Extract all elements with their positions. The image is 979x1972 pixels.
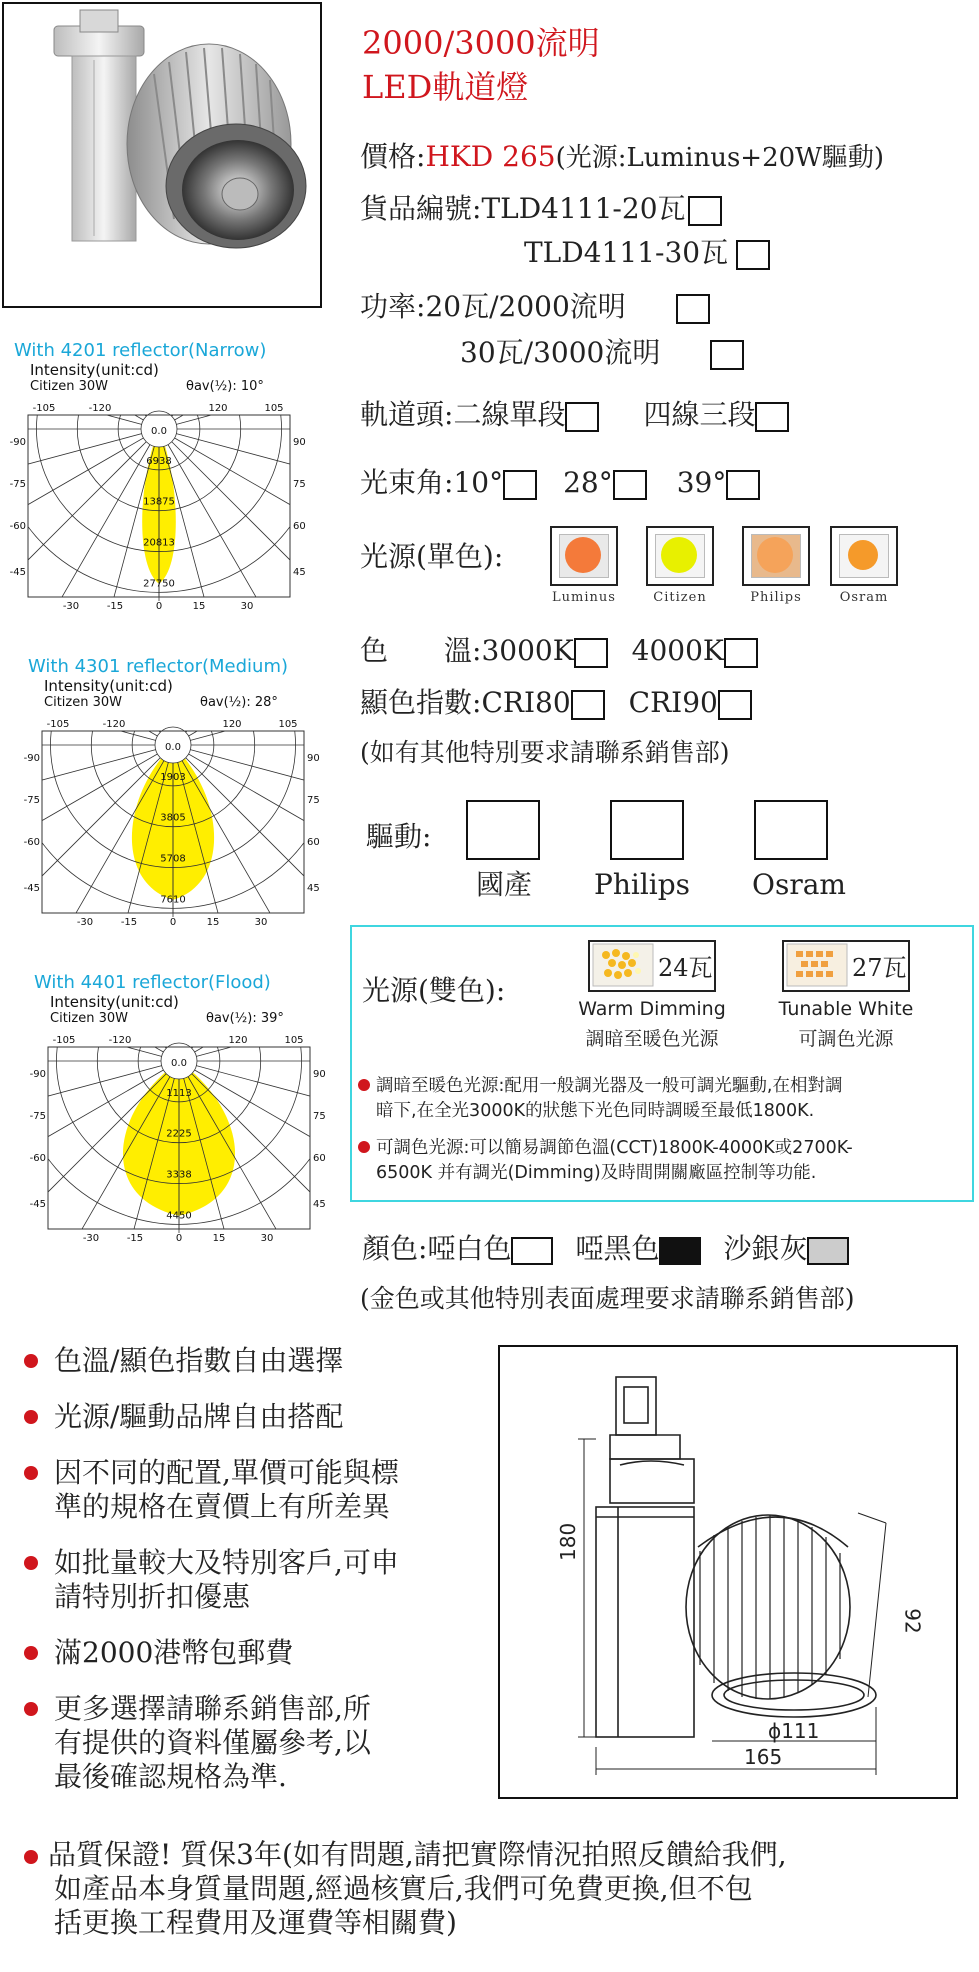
warranty-line-1: 品質保證! 質保3年(如有問題,請把實際情況拍照反饋給我們, [48,1838,787,1871]
dim-height: 180 [556,1522,580,1561]
cob-chip-philips-icon [742,526,810,586]
polar-2-source: Citizen 30W [44,695,122,710]
feature-5-line-1: 滿2000港幣包郵費 [54,1636,294,1669]
polar-side-tick: 60 [293,521,306,532]
led-array-tunable-icon [786,943,848,987]
polar-bottom-tick: -30 [62,601,80,612]
polar-ring-label: 3805 [160,812,186,824]
driver-option-3: Osram [752,868,846,901]
polar-top-tick: 120 [208,403,228,414]
beam-angle-checkbox-2[interactable] [613,470,647,500]
feature-3-line-2: 準的規格在賣價上有所差異 [54,1490,391,1523]
polar-side-tick: 90 [293,437,306,448]
dual-item-2-name-zh: 可調色光源 [798,1028,894,1050]
feature-4-line-1: 如批量較大及特別客戶,可申 [54,1546,399,1579]
polar-1-title: With 4201 reflector(Narrow) [14,340,267,361]
polar-side-tick: -60 [23,837,40,848]
cri-checkbox-2[interactable] [718,690,752,720]
color-temp-label-b: 溫: [444,634,482,667]
polar-bottom-tick: -15 [106,601,124,612]
feature-item [24,1344,484,1378]
polar-2-title: With 4301 reflector(Medium) [28,656,288,677]
dual-note-2 [358,1136,853,1186]
warranty-line-3: 括更換工程費用及運費等相關費) [54,1906,457,1939]
feature-4-line-2: 請特別折扣優惠 [54,1580,251,1613]
driver-checkbox-1[interactable] [466,800,540,860]
polar-3-beam: θav(½): 39° [206,1011,284,1026]
polar-3-source: Citizen 30W [50,1011,128,1026]
features-list [24,1344,484,1794]
polar-top-tick: -120 [88,403,112,414]
beam-angle-checkbox-1[interactable] [503,470,537,500]
cob-chip-citizen-icon [646,526,714,586]
polar-side-tick: -60 [9,521,26,532]
cri-checkbox-1[interactable] [571,690,605,720]
feature-6-line-2: 有提供的資料僅屬參考,以 [54,1726,371,1759]
finish-option-2: 啞黑色 [575,1232,660,1265]
polar-top-tick: -120 [102,719,126,730]
finish-color-label: 顏色: [362,1232,428,1265]
polar-chart-1 [9,340,324,623]
track-head-checkbox-2[interactable] [755,402,789,432]
item-no-checkbox-1[interactable] [688,196,722,226]
brand-label-osram: Osram [839,590,889,605]
cob-chip-luminus-icon [550,526,618,586]
driver-label: 驅動: [366,820,432,853]
polar-ring-label: 13875 [143,496,175,508]
feature-item [24,1456,484,1524]
dual-chip-2-watt: 27瓦 [852,954,907,982]
polar-bottom-tick: -15 [126,1233,144,1244]
polar-center-label: 0.0 [165,742,181,753]
power-row [360,290,710,324]
polar-ring-label: 3338 [166,1169,192,1181]
polar-1-beam: θav(½): 10° [186,379,264,394]
polar-bottom-tick: 30 [240,601,254,612]
polar-2-diagram [23,715,320,935]
bullet-icon [24,1646,38,1660]
item-no-option-2: TLD4111-30瓦 [524,236,729,269]
feature-item [24,1400,484,1434]
bullet-icon [358,1079,370,1091]
polar-ring-label: 1903 [160,771,186,783]
beam-angle-row [360,466,760,500]
polar-bottom-tick: 30 [254,917,268,928]
polar-ring-label: 1113 [166,1087,192,1099]
polar-ring-label: 20813 [143,537,175,549]
polar-side-tick: 60 [307,837,320,848]
driver-checkbox-2[interactable] [610,800,684,860]
color-temp-option-1: 3000K [481,634,574,667]
polar-ring-label: 4450 [166,1210,192,1222]
cri-label: 顯色指數: [360,686,482,719]
track-head-label: 軌道頭: [360,398,454,431]
dual-source-label: 光源(雙色): [362,974,506,1007]
polar-side-tick: 90 [307,753,320,764]
power-checkbox-1[interactable] [676,294,710,324]
brand-label-luminus: Luminus [552,590,616,605]
beam-angle-option-1: 10° [453,466,504,499]
polar-side-tick: 45 [313,1199,326,1210]
bullet-icon [24,1410,38,1424]
finish-option-3: 沙銀灰 [723,1232,808,1265]
title-line-1: 2000/3000流明 [362,24,600,62]
polar-top-tick: -120 [108,1035,132,1046]
item-no-checkbox-2[interactable] [736,240,770,270]
polar-side-tick: 75 [293,479,306,490]
item-no-option-1: TLD4111-20瓦 [481,192,686,225]
polar-side-tick: 75 [307,795,320,806]
polar-top-tick: -105 [52,1035,76,1046]
bullet-icon [24,1354,38,1368]
finish-swatch-white[interactable] [511,1237,553,1265]
polar-bottom-tick: -30 [82,1233,100,1244]
polar-1-diagram [9,399,306,619]
polar-chart-3 [29,972,344,1255]
polar-side-tick: 90 [313,1069,326,1080]
dual-note-1-line2: 暗下,在全光3000K的狀態下光色同時調暖至最低1800K. [376,1101,815,1121]
polar-top-tick: -105 [46,719,70,730]
polar-bottom-tick: 15 [212,1233,226,1244]
brand-label-citizen: Citizen [653,590,707,605]
power-checkbox-2[interactable] [710,340,744,370]
polar-bottom-tick: 15 [206,917,220,928]
polar-center-label: 0.0 [151,426,167,437]
dual-item-1-name-zh: 調暗至暖色光源 [585,1028,719,1050]
polar-bottom-tick: 0 [175,1233,183,1244]
color-temp-option-2: 4000K [631,634,724,667]
single-source-label: 光源(單色): [360,540,504,573]
polar-side-tick: -45 [9,567,26,578]
led-array-warm-icon [592,943,654,987]
polar-side-tick: -90 [9,437,26,448]
polar-bottom-tick: 15 [192,601,206,612]
single-source-brand-3[interactable] [742,526,810,605]
dual-note-2-line1: 可調色光源:可以簡易調節色溫(CCT)1800K-4000K或2700K- [376,1138,853,1158]
single-source-brand-2[interactable] [646,526,714,605]
polar-top-tick: -105 [32,403,56,414]
dual-item-2-name-en: Tunable White [778,998,914,1020]
item-no-label: 貨品編號: [360,192,482,225]
bullet-icon [24,1702,38,1716]
item-no-row-2 [524,236,770,270]
dual-item-1-name-en: Warm Dimming [578,998,726,1020]
finish-color-row [362,1232,849,1266]
power-option-1: 20瓦/2000流明 [425,290,626,323]
polar-2-beam: θav(½): 28° [200,695,278,710]
polar-side-tick: -75 [9,479,26,490]
dim-depth: 92 [900,1608,925,1634]
polar-ring-label: 7610 [160,894,186,906]
price-note: (光源:Luminus+20W驅動) [555,143,885,173]
bullet-icon [24,1850,38,1864]
track-light-photo [4,4,320,306]
polar-side-tick: -45 [23,883,40,894]
polar-top-tick: 105 [284,1035,304,1046]
polar-bottom-tick: 0 [155,601,163,612]
bullet-icon [358,1141,370,1153]
color-temp-checkbox-1[interactable] [574,638,608,668]
contact-note: (如有其他特別要求請聯系銷售部) [360,738,730,767]
feature-1-line-1: 色溫/顯色指數自由選擇 [54,1344,344,1377]
polar-1-intensity: Intensity(unit:cd) [30,361,159,379]
price-label: 價格: [360,140,426,173]
feature-2-line-1: 光源/驅動品牌自由搭配 [54,1400,344,1433]
bullet-icon [24,1556,38,1570]
feature-item [24,1636,484,1670]
feature-6-line-3: 最後確認規格為準. [54,1760,287,1793]
beam-angle-label: 光束角: [360,466,454,499]
cri-row [360,686,752,720]
feature-item [24,1692,484,1794]
polar-side-tick: 60 [313,1153,326,1164]
polar-side-tick: -75 [29,1111,46,1122]
dual-note-1 [358,1074,842,1124]
polar-top-tick: 105 [278,719,298,730]
price-value: HKD 265 [425,140,556,173]
driver-option-1: 國產 [476,868,533,901]
color-temp-checkbox-2[interactable] [724,638,758,668]
polar-top-tick: 120 [228,1035,248,1046]
item-no-row [360,192,722,226]
dimension-drawing-frame [498,1345,958,1799]
polar-side-tick: 45 [293,567,306,578]
feature-6-line-1: 更多選擇請聯系銷售部,所 [54,1692,371,1725]
polar-3-intensity: Intensity(unit:cd) [50,993,179,1011]
cri-option-2: CRI90 [628,686,718,719]
polar-ring-label: 2225 [166,1128,192,1140]
color-temp-row [360,634,758,668]
polar-side-tick: -45 [29,1199,46,1210]
brand-label-philips: Philips [750,590,802,605]
polar-bottom-tick: -15 [120,917,138,928]
polar-ring-label: 6938 [146,455,172,467]
color-temp-label-a: 色 [360,634,389,667]
polar-top-tick: 105 [264,403,284,414]
power-option-2: 30瓦/3000流明 [460,336,661,369]
single-source-brand-1[interactable] [550,526,618,605]
polar-bottom-tick: -30 [76,917,94,928]
dual-chip-1[interactable] [588,940,716,992]
track-light-line-drawing [500,1347,956,1797]
polar-ring-label: 27750 [143,578,175,590]
feature-3-line-1: 因不同的配置,單價可能與標 [54,1456,399,1489]
polar-bottom-tick: 0 [169,917,177,928]
feature-item [24,1546,484,1614]
finish-option-1: 啞白色 [427,1232,512,1265]
polar-side-tick: -90 [29,1069,46,1080]
polar-3-diagram [29,1031,326,1251]
polar-3-title: With 4401 reflector(Flood) [34,972,271,993]
dual-chip-1-watt: 24瓦 [658,954,713,982]
polar-2-intensity: Intensity(unit:cd) [44,677,173,695]
driver-option-2: Philips [594,868,691,901]
track-head-checkbox-1[interactable] [565,402,599,432]
finish-swatch-silver[interactable] [807,1237,849,1265]
dim-diameter: ϕ111 [768,1719,820,1743]
power-label: 功率: [360,290,426,323]
polar-1-source: Citizen 30W [30,379,108,394]
title-line-2: LED軌道燈 [362,68,529,106]
single-source-brand-4[interactable] [830,526,898,605]
cob-chip-osram-icon [830,526,898,586]
cob-dot-luminus [565,537,601,573]
polar-side-tick: -60 [29,1153,46,1164]
dual-note-2-line2: 6500K 并有調光(Dimming)及時間開關廠區控制等功能. [376,1163,817,1183]
warranty-line-2: 如產品本身質量問題,經過核實后,我們可免費更換,但不包 [54,1872,753,1905]
polar-top-tick: 120 [222,719,242,730]
track-head-option-1: 二線單段 [453,398,566,431]
beam-angle-checkbox-3[interactable] [726,470,760,500]
dual-note-1-line1: 調暗至暖色光源:配用一般調光器及一般可調光驅動,在相對調 [376,1076,843,1096]
track-head-row [360,398,789,432]
polar-side-tick: -75 [23,795,40,806]
polar-ring-label: 5708 [160,853,186,865]
polar-bottom-tick: 30 [260,1233,274,1244]
power-row-2 [460,336,744,370]
track-head-option-2: 四線三段 [643,398,756,431]
warranty-block [24,1838,974,1940]
cri-option-1: CRI80 [481,686,571,719]
dual-chip-2[interactable] [782,940,910,992]
price-row [360,140,884,175]
dim-length: 165 [744,1745,783,1769]
bullet-icon [24,1466,38,1480]
beam-angle-option-3: 39° [676,466,727,499]
polar-center-label: 0.0 [171,1058,187,1069]
product-photo-frame [2,2,322,308]
polar-side-tick: -90 [23,753,40,764]
polar-side-tick: 45 [307,883,320,894]
polar-side-tick: 75 [313,1111,326,1122]
beam-angle-option-2: 28° [563,466,613,499]
driver-checkbox-3[interactable] [754,800,828,860]
finish-note: (金色或其他特別表面處理要求請聯系銷售部) [360,1284,855,1313]
finish-swatch-black[interactable] [659,1237,701,1265]
polar-chart-2 [23,656,338,939]
